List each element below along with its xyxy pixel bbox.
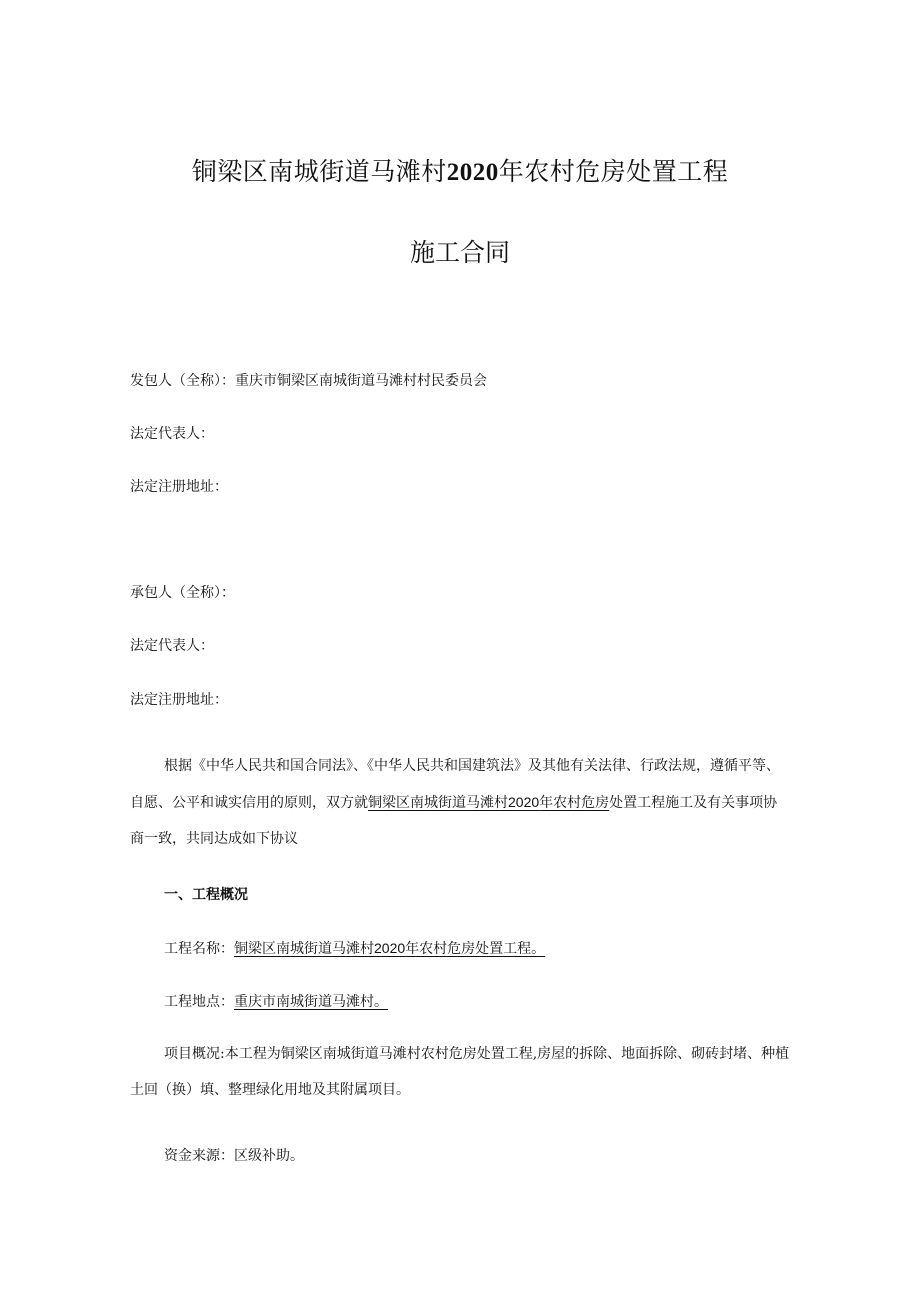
employer-address-label: 法定注册地址： bbox=[130, 479, 228, 495]
section-heading-overview: 一、工程概况 bbox=[164, 887, 248, 903]
contract-title bbox=[0, 152, 920, 188]
employer-rep-label: 法定代表人： bbox=[130, 426, 214, 442]
title-text-post: 年农村危房处置工程 bbox=[498, 157, 729, 186]
contractor-rep-label: 法定代表人： bbox=[130, 638, 214, 654]
project-name-pre: 铜梁区南城街道马滩村 bbox=[234, 941, 374, 957]
project-name-post: 年农村危房处置工程。 bbox=[405, 941, 546, 957]
project-name-value bbox=[234, 941, 545, 957]
project-name-line bbox=[164, 938, 545, 958]
project-location-line bbox=[164, 991, 388, 1011]
preamble-project-post: 年农村危房 bbox=[539, 795, 610, 811]
preamble-project-pre: 铜梁区南城街道马滩村 bbox=[368, 795, 508, 811]
fund-source-line: 资金来源：区级补助。 bbox=[164, 1148, 304, 1164]
preamble-paragraph bbox=[130, 748, 790, 857]
project-name-year: 2020 bbox=[374, 940, 406, 956]
contract-subtitle: 施工合同 bbox=[409, 238, 510, 267]
employer-name-label: 发包人（全称）： bbox=[130, 373, 235, 389]
contractor-address-label: 法定注册地址： bbox=[130, 692, 228, 708]
title-text-pre: 铜梁区南城街道马滩村 bbox=[191, 157, 447, 186]
project-overview-paragraph: 项目概况:本工程为铜梁区南城街道马滩村农村危房处置工程,房屋的拆除、地面拆除、砌砖封堵、种植土回（换）填、整理绿化用地及其附属项目。 bbox=[130, 1046, 790, 1098]
employer-name-value: 重庆市铜梁区南城街道马滩村村民委员会 bbox=[235, 373, 487, 389]
project-name-label: 工程名称： bbox=[164, 941, 234, 957]
contractor-name-label: 承包人（全称）： bbox=[130, 585, 235, 601]
project-location-label: 工程地点： bbox=[164, 994, 234, 1010]
employer-name-line bbox=[130, 370, 487, 390]
preamble-text-a: 根据《中华人民共和国合同法》、《中华人民共和国建筑法》及其他有关法律、行政法规，遵循平等、自愿、公平和诚实信用的原则，双方就 bbox=[130, 758, 780, 811]
preamble-project-name bbox=[368, 795, 609, 811]
project-location-value: 重庆市南城街道马滩村。 bbox=[234, 994, 388, 1010]
preamble-text-b: 处置工程施工及有关事项协商一致，共同达成如下协议 bbox=[130, 795, 778, 847]
preamble-project-year: 2020 bbox=[508, 794, 540, 810]
title-year: 2020 bbox=[446, 159, 499, 186]
